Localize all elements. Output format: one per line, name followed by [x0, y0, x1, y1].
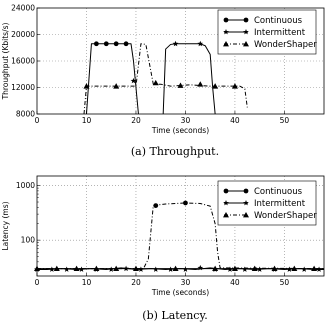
- throughput-y-tick-label: 16000: [11, 56, 35, 66]
- latency-legend-marker-continuous: [224, 189, 229, 194]
- latency-series-intermittent-marker: [168, 266, 174, 271]
- throughput-y-tick-label: 12000: [11, 83, 35, 93]
- latency-series-intermittent-marker: [79, 266, 85, 271]
- throughput-legend-label-wondershaper: WonderShaper: [254, 40, 317, 50]
- latency-x-axis-label: Time (seconds): [151, 288, 210, 297]
- latency-series-wondershaper-marker: [153, 203, 158, 208]
- latency-series-intermittent-marker: [108, 266, 114, 271]
- throughput-series-continuous-marker: [104, 41, 109, 46]
- throughput-series-intermittent-line: [163, 44, 215, 114]
- throughput-x-tick-label: 20: [131, 116, 141, 125]
- throughput-series-wondershaper-marker: [153, 80, 159, 85]
- latency-series-intermittent-marker: [64, 266, 70, 271]
- caption-throughput: (a) Throughput.: [130, 145, 220, 158]
- throughput-y-tick-label: 8000: [15, 109, 35, 119]
- throughput-series-wondershaper-marker: [197, 81, 203, 86]
- throughput-y-tick-label: 24000: [11, 3, 35, 13]
- latency-series-intermittent-marker: [183, 266, 189, 271]
- latency-legend-label-continuous: Continuous: [254, 187, 303, 197]
- latency-y-tick-label: 1000: [15, 181, 35, 191]
- latency-legend-label-intermittent: Intermittent: [254, 199, 306, 209]
- throughput-series-continuous-marker: [114, 41, 119, 46]
- throughput-chart: [1, 4, 324, 135]
- throughput-legend: [218, 10, 317, 54]
- latency-series-intermittent-marker: [227, 266, 233, 271]
- throughput-y-axis-label: Throughput (Kbits/s): [1, 22, 10, 100]
- latency-x-tick-label: 50: [279, 278, 290, 287]
- latency-series-intermittent-marker: [242, 266, 248, 271]
- throughput-legend-label-continuous: Continuous: [254, 16, 303, 26]
- latency-legend-marker-continuous: [244, 189, 249, 194]
- latency-series-intermittent-marker: [316, 266, 322, 271]
- throughput-x-tick-label: 40: [230, 116, 240, 125]
- throughput-series-intermittent-marker: [197, 41, 203, 46]
- latency-legend: [218, 181, 317, 225]
- throughput-legend-marker-continuous: [244, 18, 249, 23]
- throughput-y-tick-label: 20000: [11, 30, 35, 40]
- latency-chart: [1, 176, 324, 297]
- latency-series-intermittent-marker: [153, 266, 159, 271]
- throughput-series-intermittent-marker: [173, 41, 179, 46]
- latency-y-axis-label: Latency (ms): [1, 201, 10, 251]
- throughput-x-tick-label: 10: [81, 116, 92, 125]
- throughput-series-continuous-marker: [124, 41, 129, 46]
- latency-series-intermittent-marker: [49, 266, 55, 271]
- throughput-series-continuous-line: [86, 44, 138, 114]
- latency-series-intermittent-marker: [257, 266, 263, 271]
- latency-x-tick-label: 10: [81, 278, 92, 287]
- throughput-series-continuous-marker: [94, 41, 99, 46]
- latency-series-intermittent-marker: [138, 266, 144, 271]
- throughput-x-tick-label: 50: [279, 116, 290, 125]
- latency-x-tick-label: 40: [230, 278, 240, 287]
- throughput-x-tick-label: 30: [180, 116, 191, 125]
- latency-x-tick-label: 20: [131, 278, 141, 287]
- throughput-x-tick-label: 0: [34, 116, 40, 125]
- throughput-legend-label-intermittent: Intermittent: [254, 28, 306, 38]
- latency-x-tick-label: 0: [34, 278, 40, 287]
- caption-latency: (b) Latency.: [142, 309, 208, 322]
- latency-series-wondershaper-marker: [183, 201, 188, 206]
- latency-series-intermittent-marker: [301, 266, 307, 271]
- latency-y-tick-label: 100: [20, 235, 35, 245]
- latency-x-tick-label: 30: [180, 278, 191, 287]
- latency-series-intermittent-marker: [287, 266, 293, 271]
- throughput-x-axis-label: Time (seconds): [151, 126, 210, 135]
- throughput-legend-marker-continuous: [224, 18, 229, 23]
- latency-legend-label-wondershaper: WonderShaper: [254, 211, 317, 221]
